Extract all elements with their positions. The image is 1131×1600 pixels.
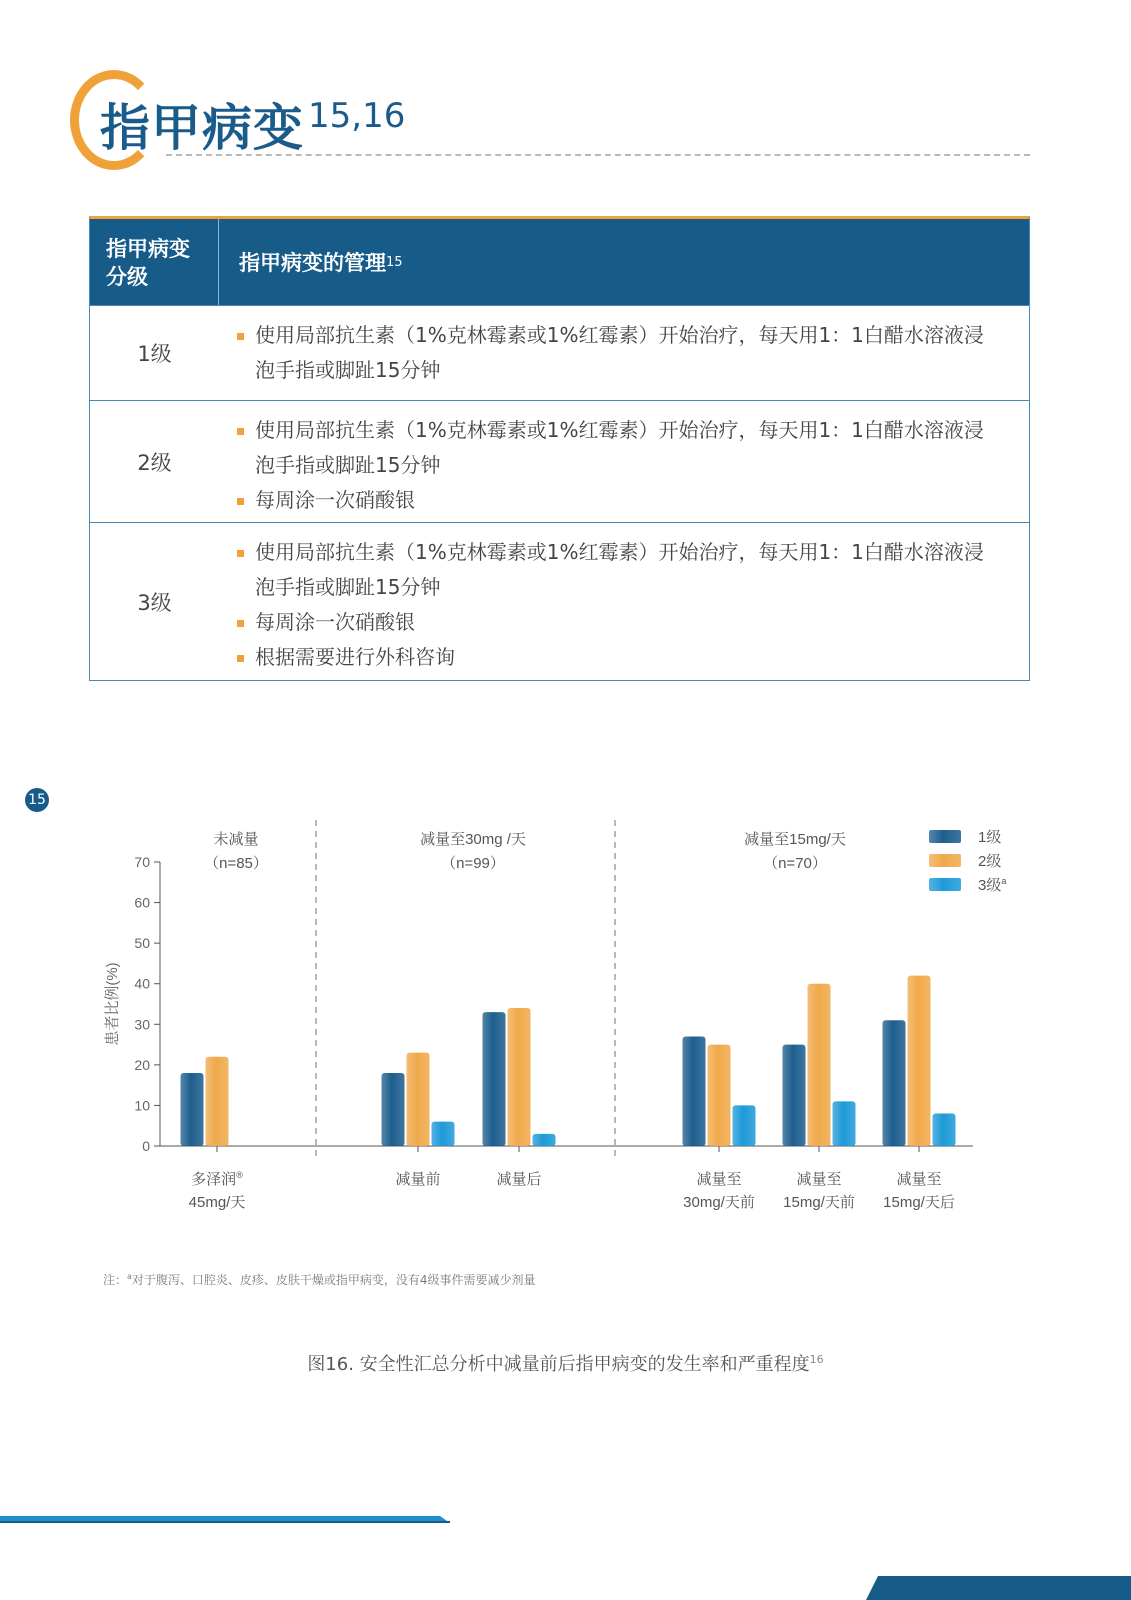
group-n-label: （n=70） (763, 855, 827, 872)
x-category-label: 多泽润® (191, 1170, 243, 1188)
bar-1级 (883, 1020, 906, 1146)
management-item: 使用局部抗生素（1%克林霉素或1%红霉素）开始治疗，每天用1：1白醋水溶液浸泡手指或脚趾15分钟 (237, 318, 999, 388)
bar-2级 (908, 976, 931, 1146)
group-label: 减量至15mg/天 (744, 831, 846, 848)
legend-swatch (929, 878, 961, 891)
group-n-label: （n=85） (204, 855, 268, 872)
bar-3级 (833, 1101, 856, 1146)
x-category-label: 减量至 (696, 1171, 742, 1188)
figure-note (103, 1271, 536, 1288)
row-grade: 1级 (137, 342, 172, 366)
y-axis-label: 患者比例(%) (104, 962, 121, 1046)
y-tick-label: 60 (134, 894, 150, 911)
legend-swatch (929, 830, 961, 843)
bar-2级 (206, 1057, 229, 1146)
group-label: 减量至30mg /天 (420, 831, 526, 848)
bar-2级 (808, 984, 831, 1146)
row-grade: 2级 (137, 450, 172, 475)
y-tick-label: 30 (134, 1016, 150, 1033)
header-management-ref: 15 (386, 254, 403, 270)
y-tick-label: 70 (134, 854, 150, 870)
x-category-label: 减量前 (395, 1171, 441, 1188)
x-category-label: 减量至 (896, 1171, 942, 1188)
legend-label: 2级 (978, 853, 1002, 870)
y-tick-label: 20 (134, 1056, 150, 1073)
footer-stripe-left (0, 1516, 450, 1523)
caption-ref: 16 (809, 1353, 824, 1366)
caption-text: 图16. 安全性汇总分析中减量前后指甲病变的发生率和严重程度 (307, 1354, 810, 1375)
note-prefix: 注： (103, 1273, 128, 1287)
legend-swatch (929, 854, 961, 867)
bar-2级 (508, 1008, 531, 1146)
management-item: 每周涂一次硝酸银 (237, 483, 999, 518)
page-title-reference: 15,16 (308, 96, 406, 136)
management-item: 使用局部抗生素（1%克林霉素或1%红霉素）开始治疗，每天用1：1白醋水溶液浸泡手指或脚趾15分钟 (237, 535, 999, 605)
bar-1级 (783, 1045, 806, 1146)
note-text: 对于腹泻、口腔炎、皮疹、皮肤干燥或指甲病变，没有4级事件需要减少剂量 (131, 1273, 536, 1287)
bar-3级 (933, 1114, 956, 1146)
row-grade: 3级 (137, 590, 172, 615)
header-management-text: 指甲病变的管理 (239, 251, 386, 275)
x-category-label: 减量至 (796, 1171, 842, 1188)
group-label: 未减量 (213, 831, 259, 848)
x-category-label: 45mg/天 (188, 1194, 246, 1211)
bar-1级 (181, 1073, 204, 1146)
bar-2级 (407, 1053, 430, 1146)
figure-number-badge: 15 (25, 788, 49, 812)
y-tick-label: 50 (134, 935, 150, 952)
y-tick-label: 40 (134, 975, 150, 992)
legend-label: 1级 (978, 829, 1002, 846)
y-tick-label: 0 (142, 1138, 150, 1154)
management-item: 每周涂一次硝酸银 (237, 605, 999, 640)
bar-1级 (483, 1012, 506, 1146)
management-item: 根据需要进行外科咨询 (237, 640, 999, 675)
legend-label: 3级$^a$ (978, 876, 1007, 894)
page-title-text: 指甲病变 (100, 99, 304, 157)
note-sup: a (127, 1272, 132, 1281)
bar-3级 (733, 1105, 756, 1146)
header-grade: 指甲病变 分级 (90, 219, 219, 305)
bar-1级 (683, 1036, 706, 1146)
management-item: 使用局部抗生素（1%克林霉素或1%红霉素）开始治疗，每天用1：1白醋水溶液浸泡手指或脚趾15分钟 (237, 413, 999, 483)
bar-2级 (708, 1045, 731, 1146)
group-n-label: （n=99） (441, 855, 505, 872)
figure-caption (0, 1350, 1131, 1376)
y-tick-label: 10 (134, 1097, 150, 1114)
x-category-label: 15mg/天后 (883, 1194, 955, 1211)
bar-1级 (382, 1073, 405, 1146)
bar-3级 (432, 1122, 455, 1146)
bar-3级 (533, 1134, 556, 1146)
x-category-label: 减量后 (496, 1171, 542, 1188)
x-category-label: 15mg/天前 (783, 1194, 855, 1211)
x-category-label: 30mg/天前 (683, 1194, 755, 1211)
